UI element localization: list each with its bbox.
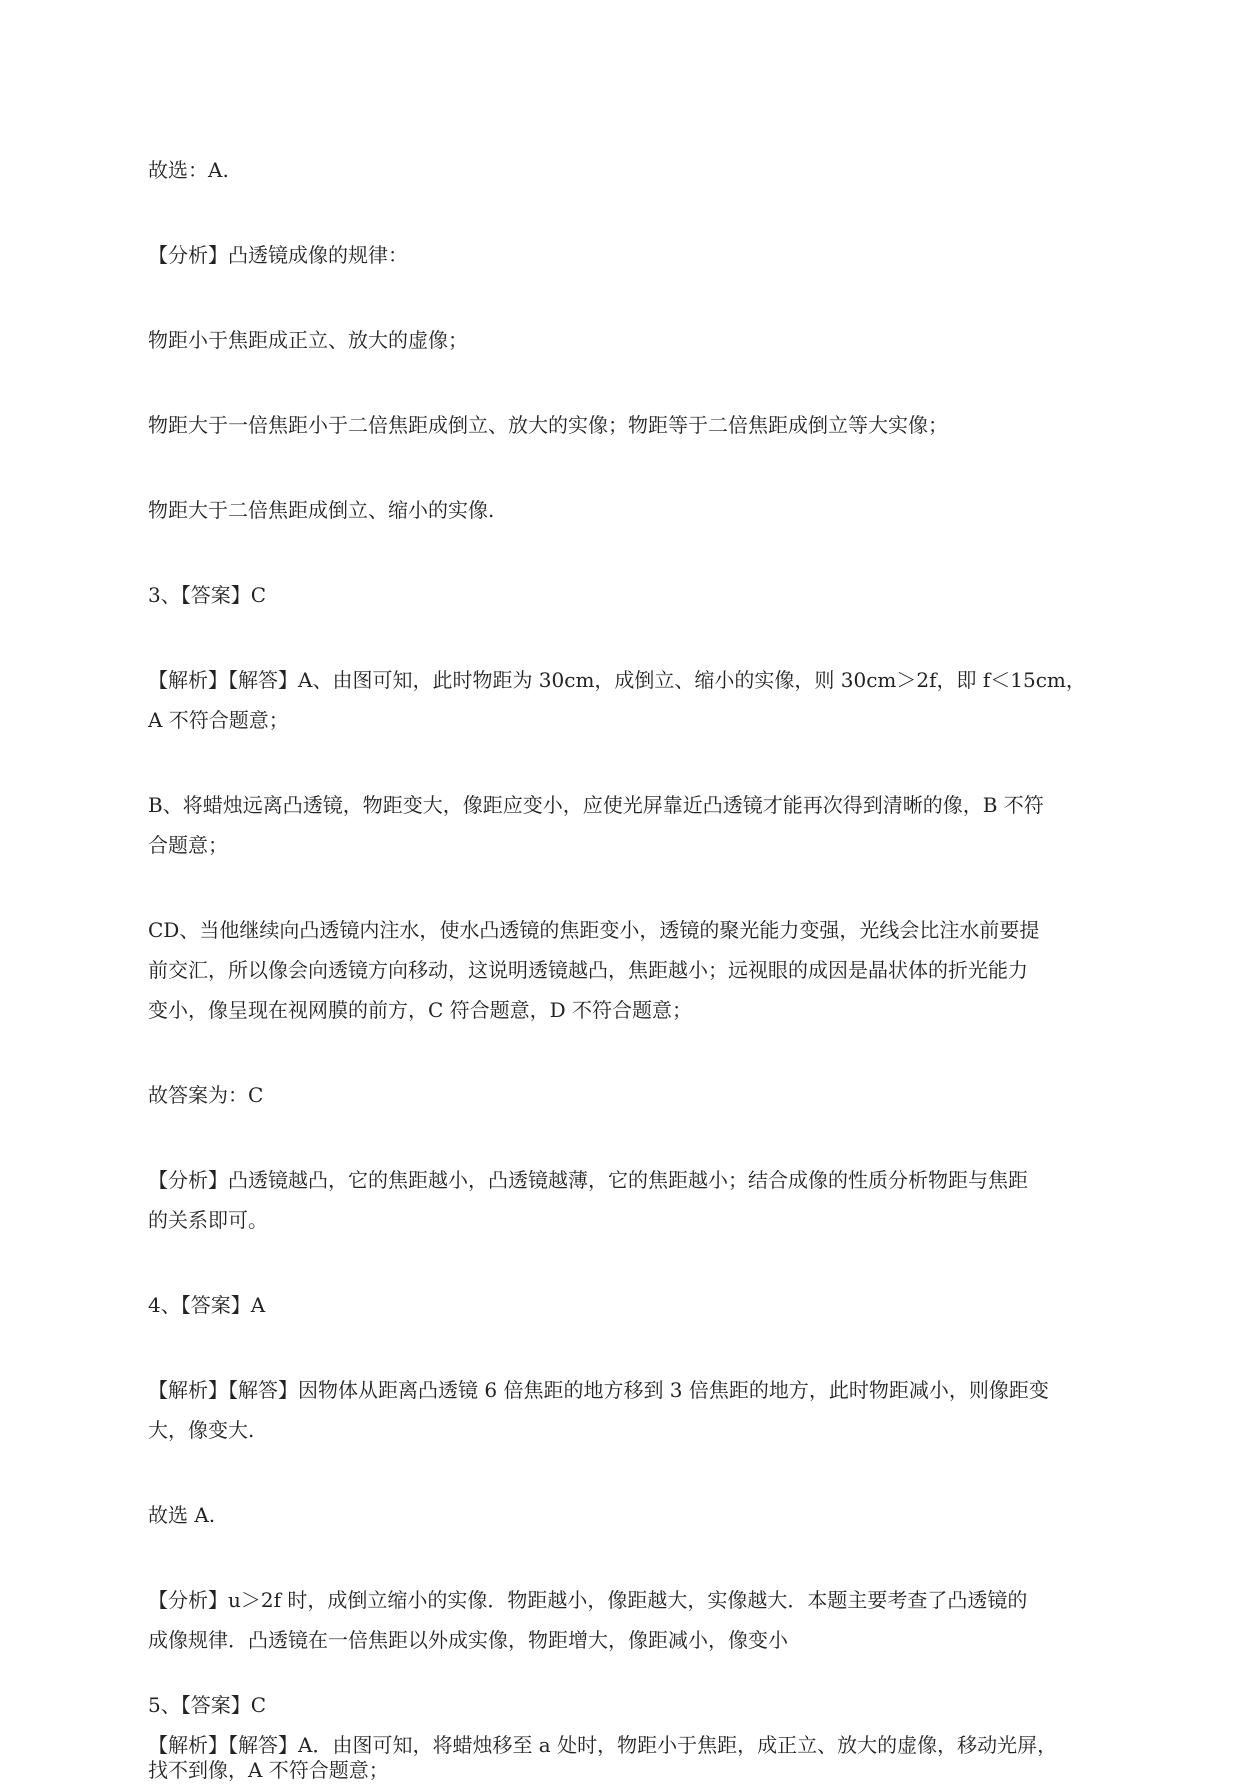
text-line: 故选 A. bbox=[148, 1503, 216, 1527]
text-line: 故答案为：C bbox=[148, 1083, 264, 1107]
text-line: 物距小于焦距成正立、放大的虚像； bbox=[148, 328, 468, 352]
text-line: CD、当他继续向凸透镜内注水，使水凸透镜的焦距变小，透镜的聚光能力变强，光线会比注水前要提 bbox=[148, 918, 1040, 942]
text-line: 找不到像，A 不符合题意； bbox=[148, 1758, 389, 1782]
text-line: 【分析】凸透镜越凸，它的焦距越小，凸透镜越薄，它的焦距越小；结合成像的性质分析物距与焦距 bbox=[148, 1168, 1028, 1192]
answer-heading: 3、【答案】C bbox=[148, 583, 267, 607]
text-line: 【解析】【解答】因物体从距离凸透镜 6 倍焦距的地方移到 3 倍焦距的地方，此时物距减小，则像距变 bbox=[148, 1378, 1049, 1402]
text-line: 【分析】u＞2f 时，成倒立缩小的实像．物距越小，像距越大，实像越大．本题主要考查了凸透镜的 bbox=[148, 1588, 1028, 1612]
text-line: 合题意； bbox=[148, 833, 228, 857]
text-line: 【解析】【解答】A．由图可知，将蜡烛移至 a 处时，物距小于焦距，成正立、放大的虚像，移动光屏， bbox=[148, 1733, 1058, 1757]
text-line: 前交汇，所以像会向透镜方向移动，这说明透镜越凸，焦距越小；远视眼的成因是晶状体的折光能力 bbox=[148, 958, 1028, 982]
text-line: A 不符合题意； bbox=[148, 708, 289, 732]
text-line: 物距大于一倍焦距小于二倍焦距成倒立、放大的实像；物距等于二倍焦距成倒立等大实像； bbox=[148, 413, 948, 437]
text-line: 的关系即可。 bbox=[148, 1208, 268, 1232]
text-line: 变小，像呈现在视网膜的前方，C 符合题意，D 不符合题意； bbox=[148, 998, 693, 1022]
answer-heading: 4、【答案】A bbox=[148, 1293, 266, 1317]
text-line: B、将蜡烛远离凸透镜，物距变大，像距应变小，应使光屏靠近凸透镜才能再次得到清晰的像，B 不符 bbox=[148, 793, 1044, 817]
text-line: 成像规律．凸透镜在一倍焦距以外成实像，物距增大，像距减小，像变小 bbox=[148, 1628, 788, 1652]
text-line: 【分析】凸透镜成像的规律： bbox=[148, 243, 408, 267]
text-line: 故选：A. bbox=[148, 158, 229, 182]
text-line: 物距大于二倍焦距成倒立、缩小的实像. bbox=[148, 498, 495, 522]
text-line: 【解析】【解答】A、由图可知，此时物距为 30cm，成倒立、缩小的实像，则 30cm＞2f，即 f＜15cm， bbox=[148, 668, 1086, 692]
text-line: 大，像变大. bbox=[148, 1418, 255, 1442]
answer-heading: 5、【答案】C bbox=[148, 1693, 267, 1717]
